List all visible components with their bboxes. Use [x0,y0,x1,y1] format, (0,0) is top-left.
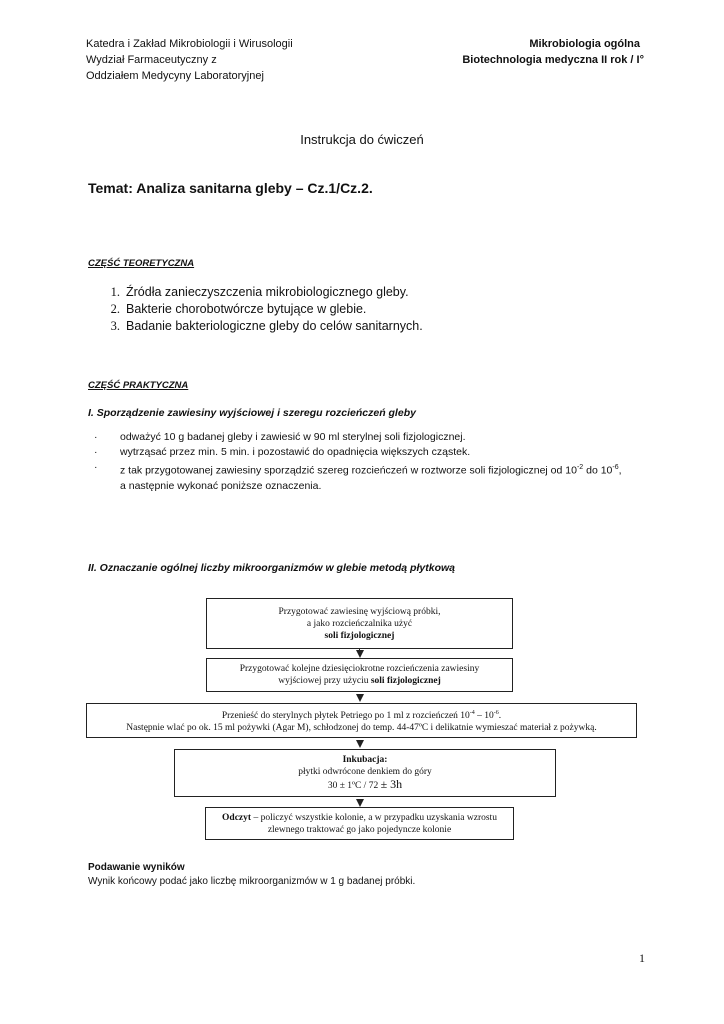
results-heading: Podawanie wyników [88,862,185,873]
flow-step-prepare-suspension: Przygotować zawiesinę wyjściową próbki, a jako rozcieńczalnika użyć soli fizjologicznej [206,598,513,649]
header-right [462,36,644,68]
theory-item: 2. Bakterie chorobotwórcze bytujące w glebie. [110,302,367,316]
flow-step-incubation: Inkubacja: płytki odwrócone denkiem do góry 30 ± 1ºC / 72 ± 3h [174,749,556,797]
results-text: Wynik końcowy podać jako liczbę mikroorganizmów w 1 g badanej próbki. [88,876,416,887]
theory-heading: CZĘŚĆ TEORETYCZNA [88,258,195,269]
list-item: a następnie wykonać poniższe oznaczenia. [120,479,322,492]
flow-step-reading: Odczyt – policzyć wszystkie kolonie, a w przypadku uzyskania wzrostu zlewnego traktować go jako pojedyncze kolonie [205,807,514,840]
section-1-title: I. Sporządzenie zawiesiny wyjściowej i szeregu rozcieńczeń gleby [88,407,416,419]
theory-item: 1. Źródła zanieczyszczenia mikrobiologicznego gleby. [110,285,409,299]
flow-arrow [356,650,364,658]
flow-arrow [356,694,364,702]
list-item: · wytrząsać przez min. 5 min. i pozostawić do opadnięcia większych cząstek. [94,446,471,458]
list-item: · odważyć 10 g badanej gleby i zawiesić w 90 ml sterylnej soli fizjologicznej. [94,431,466,443]
theory-list [98,284,423,335]
list-item: · z tak przygotowanej zawiesiny sporządzić szereg rozcieńczeń w roztworze soli fizjologicznej od $10^{-2}$ do $10^{-6}$, [94,461,622,477]
department-line-3: Oddziałem Medycyny Laboratoryjnej [86,70,264,82]
course-name: Mikrobiologia ogólna [529,38,640,50]
page-number: 1 [639,951,645,965]
course-year: Biotechnologia medyczna II rok / I° [462,54,644,66]
department-line-1: Katedra i Zakład Mikrobiologii i Wirusologii [86,38,293,50]
doc-title: Instrukcja do ćwiczeń [300,132,424,147]
department-line-2: Wydział Farmaceutyczny z [86,54,217,66]
flow-arrow [356,799,364,807]
flow-step-dilutions: Przygotować kolejne dziesięciokrotne rozcieńczenia zawiesiny wyjściowej przy użyciu soli fizjologicznej [206,658,513,692]
procedure-list [94,430,654,494]
flow-arrow [356,740,364,748]
flow-step-plating: Przenieść do sterylnych płytek Petriego po 1 ml z rozcieńczeń $10^{-4} - 10^{-6}$. Następnie wlać po ok. 15 ml pożywki (Agar M), schłodzonej do temp. 44-47ºC i delikatnie wymieszać materiał z pożywką. [86,703,637,738]
topic-title: Temat: Analiza sanitarna gleby – Cz.1/Cz.2. [88,180,373,196]
section-2-title: II. Oznaczanie ogólnej liczby mikroorganizmów w glebie metodą płytkową [88,562,455,574]
header-left [86,36,293,84]
theory-item: 3. Badanie bakteriologiczne gleby do celów sanitarnych. [110,319,423,333]
practice-heading: CZĘŚĆ PRAKTYCZNA [88,380,189,391]
